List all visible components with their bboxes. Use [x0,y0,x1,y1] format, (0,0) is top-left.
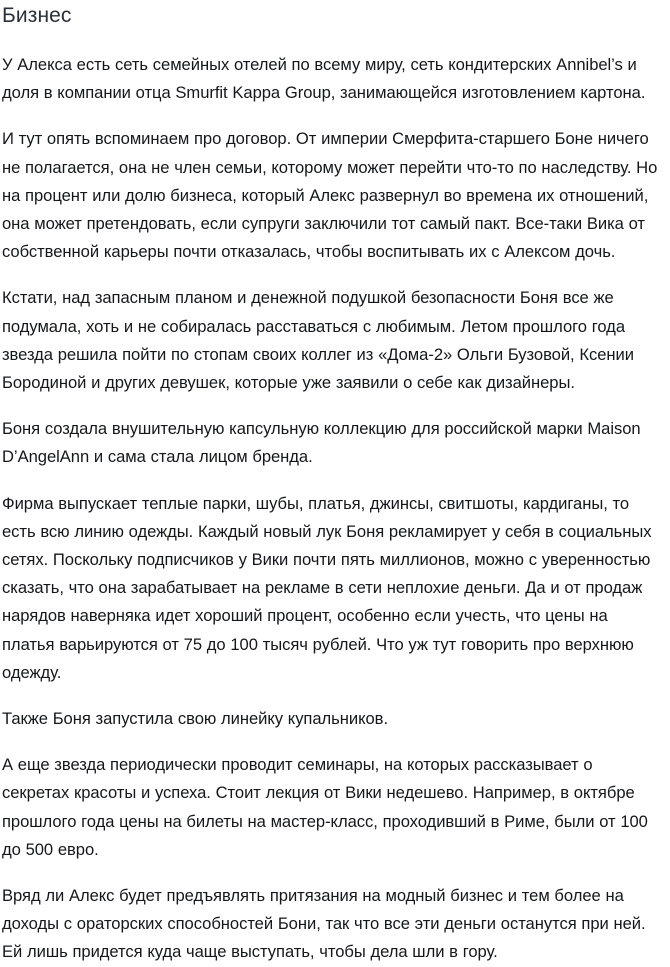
article-paragraph: Кстати, над запасным планом и денежной подушкой безопасности Боня все же подумала, хоть и не собиралась расставаться с любимым. Летом прошлого года звезда решила пойти по стопам своих коллег из «Дома-2» Ольги Бузовой, Ксении Бородиной и других девушек, которые уже заявили о себе как дизайнеры. [2,288,634,393]
article-paragraph: Боня создала внушительную капсульную коллекцию для российской марки Maison D’AngelAnn и сама стала лицом бренда. [2,419,641,467]
page-title: Бизнес [2,4,72,27]
article-paragraph: Вряд ли Алекс будет предъявлять притязания на модный бизнес и тем более на доходы с ораторских способностей Бони, так что все эти деньги останутся при ней. Ей лишь придется куда чаще выступать, чтобы дела шли в гору. [2,886,646,962]
article-body [2,51,662,967]
article-paragraph: Также Боня запустила свою линейку купальников. [2,709,389,729]
article-paragraph: У Алекса есть сеть семейных отелей по всему миру, сеть кондитерских Annibel’s и доля в компании отца Smurfit Kappa Group, занимающейся изготовлением картона. [2,55,646,103]
article-paragraph: И тут опять вспоминаем про договор. От империи Смерфита-старшего Боне ничего не полагается, она не член семьи, которому может перейти что-то по наследству. Но на процент или долю бизнеса, который Алекс развернул во времена их отношений, она может претендовать, если супруги заключили тот самый пакт. Все-таки Вика от собственной карьеры почти отказалась, чтобы воспитывать их с Алексом дочь. [2,129,658,262]
article-container [0,3,670,967]
article-paragraph: Фирма выпускает теплые парки, шубы, платья, джинсы, свитшоты, кардиганы, то есть всю линию одежды. Каждый новый лук Боня рекламирует у себя в социальных сетях. Поскольку подписчиков у Вики почти пять миллионов, можно с уверенностью сказать, что она зарабатывает на рекламе в сети неплохие деньги. Да и от продаж нарядов наверняка идет хороший процент, особенно если учесть, что цены на платья варьируются от 75 до 100 тысяч рублей. Что уж тут говорить про верхнюю одежду. [2,493,652,682]
article-paragraph: А еще звезда периодически проводит семинары, на которых рассказывает о секретах красоты и успеха. Стоит лекция от Вики недешево. Например, в октябре прошлого года цены на билеты на мастер-класс, проходивший в Риме, были от 100 до 500 евро. [2,755,648,859]
